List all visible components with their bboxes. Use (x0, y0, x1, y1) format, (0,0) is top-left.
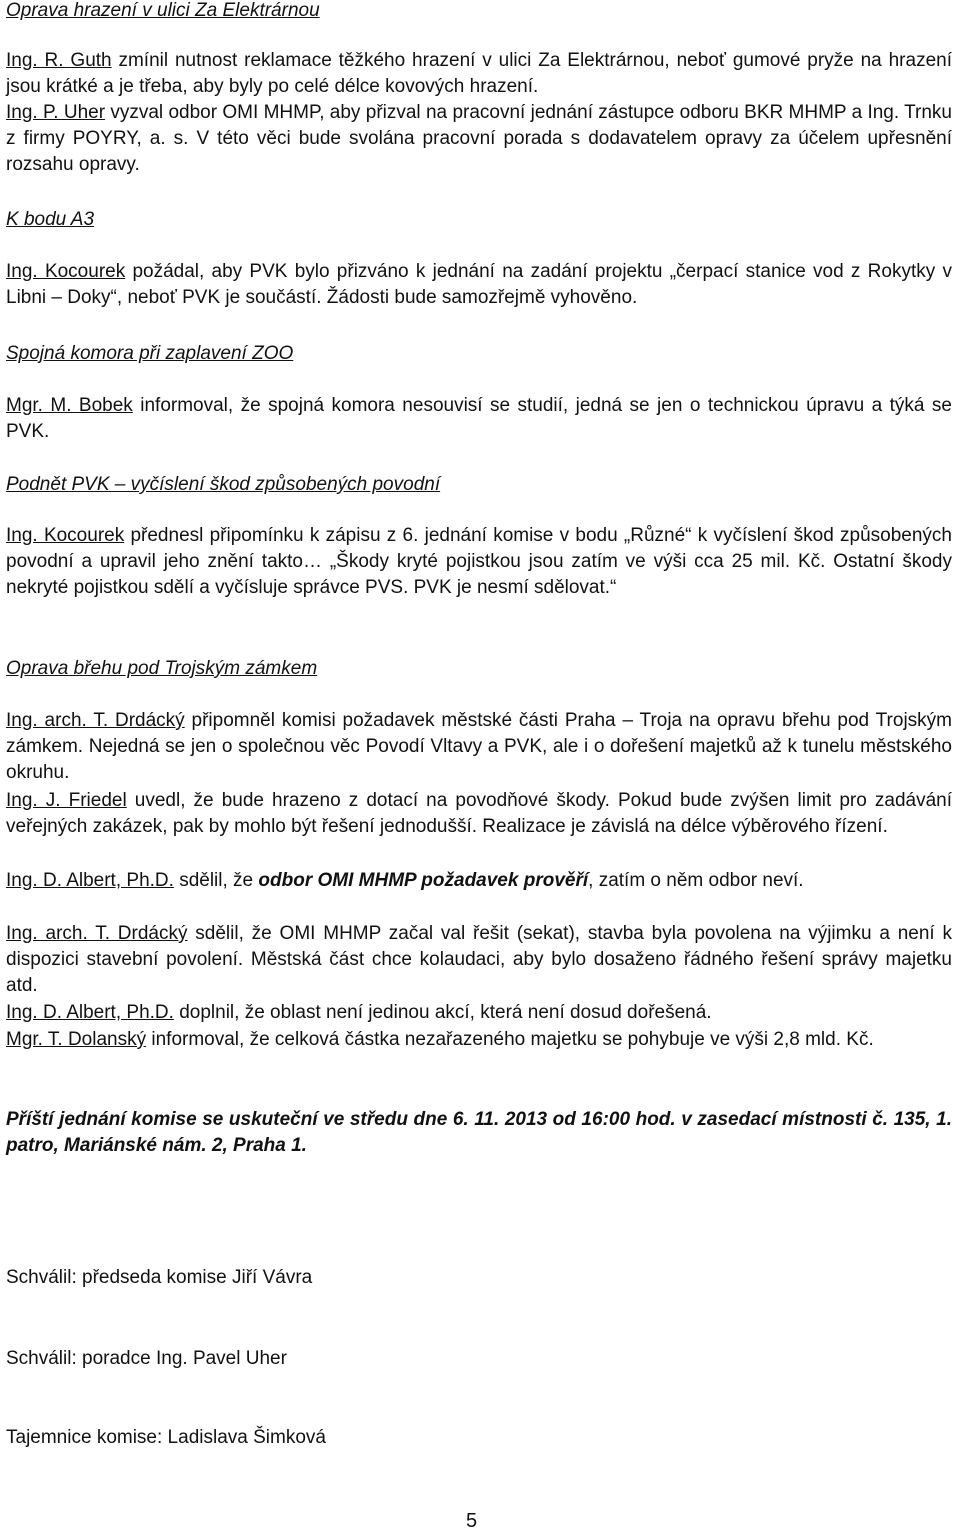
speaker-name: Ing. Kocourek (6, 261, 126, 282)
paragraph-text: uvedl, že bude hrazeno z dotací na povodňové škody. Pokud bude zvýšen limit pro zadávání veřejných zakázek, pak by mohlo být řešení jednodušší. Realizace je závislá na délce výběrového řízení. (6, 790, 952, 837)
speaker-name: Ing. P. Uher (6, 102, 106, 123)
signature-advisor: Schválil: poradce Ing. Pavel Uher (6, 1348, 287, 1369)
paragraph-drdacky-2 (6, 921, 952, 999)
speaker-name: Mgr. T. Dolanský (6, 1029, 147, 1050)
page-number: 5 (466, 1510, 478, 1532)
paragraph-text: připomněl komisi požadavek městské části Praha – Troja na opravu břehu pod Trojským zámkem. Nejedná se jen o společnou věc Povodí Vltavy a PVK, ale i o dořešení majetků až k tunelu městského okruhu. (6, 710, 952, 783)
paragraph-text: informoval, že spojná komora nesouvisí se studií, jedná se jen o technickou úpravu a týká se PVK. (6, 395, 952, 442)
paragraph-text: vyzval odbor OMI MHMP, aby přizval na pracovní jednání zástupce odboru BKR MHMP a Ing. Trnku z firmy POYRY, a. s. V této věci bude svolána pracovní porada s dodavatelem opravy za účelem upřesnění rozsahu opravy. (6, 102, 952, 175)
paragraph-uher (6, 100, 952, 178)
speaker-name: Ing. J. Friedel (6, 790, 127, 811)
paragraph-text: sdělil, že OMI MHMP začal val řešit (sekat), stavba byla povolena na výjimku a není k dispozici stavební povolení. Městská část chce kolaudaci, aby bylo dosaženo řádného řešení správy majetku atd. (6, 923, 952, 996)
emphasis-text: odbor OMI MHMP požadavek prověří (258, 870, 589, 891)
paragraph-text: , zatím o něm odbor neví. (588, 870, 804, 891)
speaker-name: Ing. Kocourek (6, 525, 125, 546)
paragraph-friedel (6, 788, 952, 840)
section-heading-bank: Oprava břehu pod Trojským zámkem (6, 658, 318, 679)
signature-secretary: Tajemnice komise: Ladislava Šimková (6, 1427, 326, 1448)
section-heading-a3: K bodu A3 (6, 209, 95, 230)
speaker-name: Ing. R. Guth (6, 50, 112, 71)
speaker-name: Ing. D. Albert, Ph.D. (6, 1002, 174, 1023)
paragraph-text: doplnil, že oblast není jedinou akcí, která není dosud dořešená. (173, 1002, 712, 1023)
paragraph-text: požádal, aby PVK bylo přizváno k jednání na zadání projektu „čerpací stanice vod z Rokytky v Libni – Doky“, neboť PVK je součástí. Žádosti bude samozřejmě vyhověno. (6, 261, 952, 308)
speaker-name: Ing. arch. T. Drdácký (6, 710, 185, 731)
paragraph-text: přednesl připomínku k zápisu z 6. jednání komise v bodu „Různé“ k vyčíslení škod způsobených povodní a upravil jeho znění takto… „Škody kryté pojistkou jsou zatím ve výši cca 25 mil. Kč. Ostatní škody nekryté pojistkou sdělí a vyčísluje správce PVS. PVK je nesmí sdělovat.“ (6, 525, 952, 598)
next-meeting-notice: Příští jednání komise se uskuteční ve středu dne 6. 11. 2013 od 16:00 hod. v zasedací místnosti č. 135, 1. patro, Mariánské nám. 2, Praha 1. (6, 1109, 952, 1156)
paragraph-albert-1 (6, 868, 952, 894)
paragraph-guth (6, 48, 952, 100)
paragraph-bobek (6, 393, 952, 445)
paragraph-albert-2 (6, 1000, 952, 1026)
paragraph-dolansky (6, 1027, 952, 1053)
section-heading-railing: Oprava hrazení v ulici Za Elektrárnou (6, 0, 320, 21)
paragraph-text: sdělil, že (173, 870, 259, 891)
section-heading-zoo: Spojná komora při zaplavení ZOO (6, 343, 294, 364)
speaker-name: Mgr. M. Bobek (6, 395, 133, 416)
section-heading-damages: Podnět PVK – vyčíslení škod způsobených povodní (6, 474, 441, 495)
paragraph-kocourek-a3 (6, 259, 952, 311)
paragraph-text: informoval, že celková částka nezařazeného majetku se pohybuje ve výši 2,8 mld. Kč. (146, 1029, 874, 1050)
speaker-name: Ing. D. Albert, Ph.D. (6, 870, 174, 891)
signature-chair: Schválil: předseda komise Jiří Vávra (6, 1267, 313, 1288)
paragraph-text: zmínil nutnost reklamace těžkého hrazení v ulici Za Elektrárnou, neboť gumové pryže na hrazení jsou krátké a je třeba, aby byly po celé délce kovových hrazení. (6, 50, 952, 97)
paragraph-kocourek-damages (6, 523, 952, 601)
paragraph-drdacky-1 (6, 708, 952, 786)
speaker-name: Ing. arch. T. Drdácký (6, 923, 188, 944)
